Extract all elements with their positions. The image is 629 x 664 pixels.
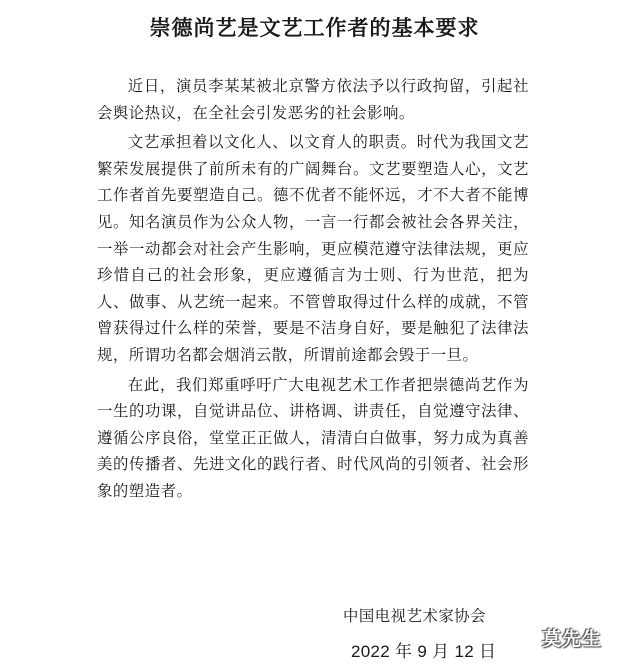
watermark-text: 莫先生 [542, 628, 603, 650]
paragraph-appeal: 在此，我们郑重呼吁广大电视艺术工作者把崇德尚艺作为一生的功课，自觉讲品位、讲格调、讲责任，自觉遵守法律、遵循公序良俗，堂堂正正做人，清清白白做事，努力成为真善美的传播者、先进文化的践行者、时代风尚的引领者、社会形象的塑造者。 [97, 375, 529, 500]
document-title: 崇德尚艺是文艺工作者的基本要求 [149, 16, 480, 40]
signature-organization: 中国电视艺术家协会 [343, 607, 487, 625]
signature-date: 2022 年 9 月 12 日 [351, 642, 497, 661]
paragraph-responsibility: 文艺承担着以文化人、以文育人的职责。时代为我国文艺繁荣发展提供了前所未有的广阔舞台。文艺要塑造人心，文艺工作者首先要塑造自己。德不优者不能怀远，才不大者不能博见。知名演员作为公众人物，一言一行都会被社会各界关注，一举一动都会对社会产生影响，更应模范遵守法律法规，更应珍惜自己的社会形象，更应遵循言为士则、行为世范，把为人、做事、从艺统一起来。不管曾取得过什么样的成就，不管曾获得过什么样的荣誉，要是不洁身自好，要是触犯了法律法规，所谓功名都会烟消云散，所谓前途都会毁于一旦。 [97, 133, 529, 364]
document-body [97, 73, 529, 505]
paragraph-intro: 近日，演员李某某被北京警方依法予以行政拘留，引起社会舆论热议，在全社会引发恶劣的社会影响。 [97, 77, 529, 122]
